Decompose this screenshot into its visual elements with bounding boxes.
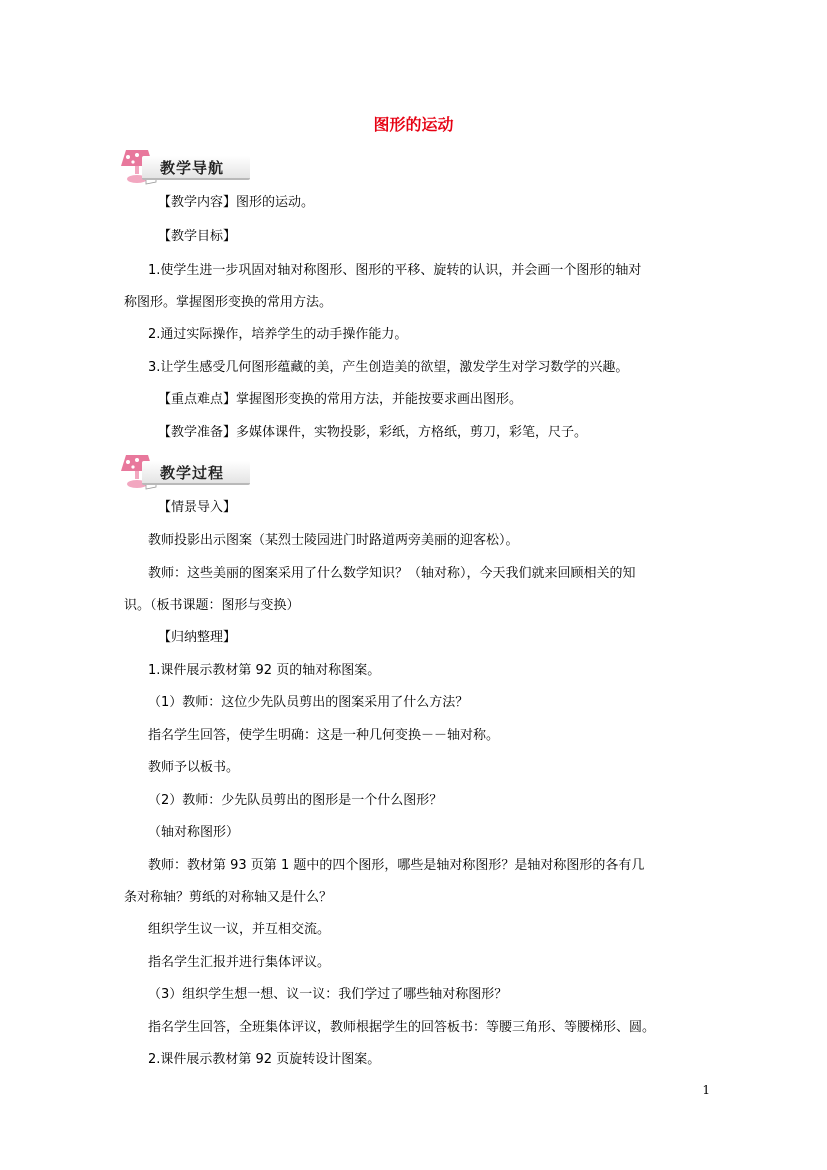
paragraph: 教师：这些美丽的图案采用了什么数学知识？（轴对称），今天我们就来回顾相关的知: [148, 566, 636, 581]
page-number: 1: [702, 1083, 710, 1097]
section-label-nav: 教学导航: [160, 159, 225, 177]
paragraph: 3.让学生感受几何图形蕴藏的美，产生创造美的欲望，激发学生对学习数学的兴趣。: [148, 360, 629, 375]
paragraph: （轴对称图形）: [148, 825, 240, 840]
paragraph: 条对称轴？剪纸的对称轴又是什么？: [124, 890, 333, 905]
section-banner-nav: [118, 146, 254, 186]
paragraph: 识。（板书课题：图形与变换）: [124, 598, 300, 613]
paragraph: 2.课件展示教材第 92 页旋转设计图案。: [148, 1052, 381, 1067]
paragraph: （1）教师：这位少先队员剪出的图案采用了什么方法？: [148, 695, 469, 710]
paragraph: 教师：教材第 93 页第 1 题中的四个图形，哪些是轴对称图形？是轴对称图形的各有几: [148, 858, 645, 873]
section-label-process: 教学过程: [160, 464, 225, 482]
paragraph: （2）教师：少先队员剪出的图形是一个什么图形？: [148, 793, 443, 808]
paragraph: 指名学生回答，全班集体评议，教师根据学生的回答板书：等腰三角形、等腰梯形、圆。: [148, 1020, 656, 1035]
paragraph: 指名学生汇报并进行集体评议。: [148, 955, 331, 970]
paragraph: （3）组织学生想一想、议一议：我们学过了哪些轴对称图形？: [148, 987, 508, 1002]
paragraph: 指名学生回答，使学生明确：这是一种几何变换－－轴对称。: [148, 728, 500, 743]
paragraph: 【教学内容】图形的运动。: [158, 195, 315, 210]
paragraph: 组织学生议一议，并互相交流。: [148, 922, 331, 937]
page-title: 图形的运动: [373, 115, 454, 134]
paragraph: 1.课件展示教材第 92 页的轴对称图案。: [148, 663, 381, 678]
paragraph: 【教学目标】: [158, 229, 237, 244]
paragraph: 【重点难点】掌握图形变换的常用方法，并能按要求画出图形。: [158, 392, 523, 407]
paragraph: 【归纳整理】: [158, 630, 237, 645]
paragraph: 2.通过实际操作，培养学生的动手操作能力。: [148, 327, 408, 342]
paragraph: 1.使学生进一步巩固对轴对称图形、图形的平移、旋转的认识，并会画一个图形的轴对: [148, 263, 642, 278]
paragraph: 教师投影出示图案（某烈士陵园进门时路道两旁美丽的迎客松）。: [148, 533, 519, 548]
section-banner-process: [118, 451, 254, 491]
paragraph: 称图形。掌握图形变换的常用方法。: [124, 295, 333, 310]
paragraph: 【教学准备】多媒体课件，实物投影，彩纸，方格纸，剪刀，彩笔，尺子。: [158, 425, 588, 440]
paragraph: 【情景导入】: [158, 500, 237, 515]
paragraph: 教师予以板书。: [148, 760, 240, 775]
